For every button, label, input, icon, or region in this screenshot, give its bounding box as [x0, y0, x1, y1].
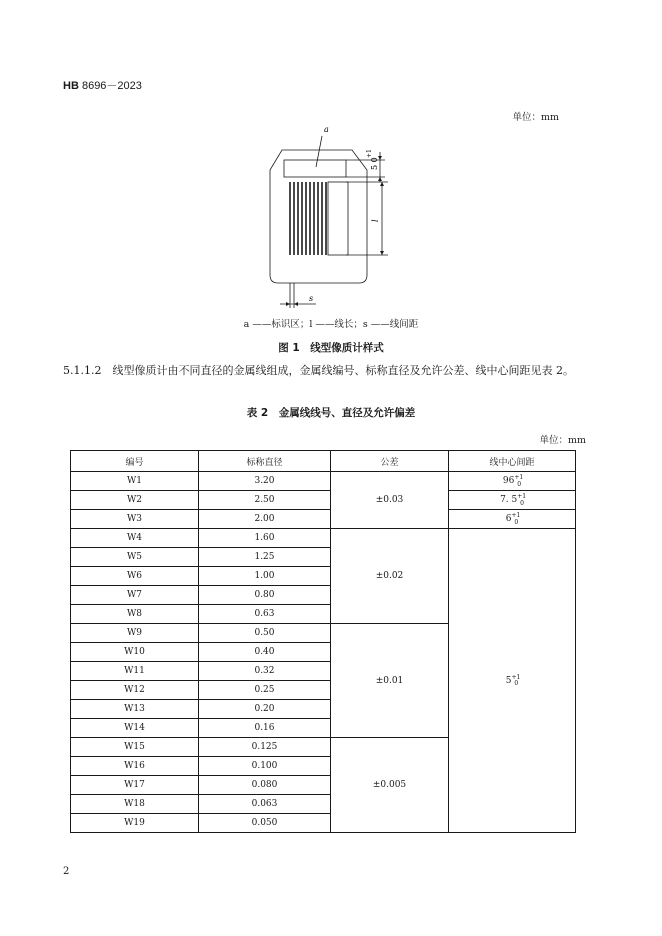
figure-legend: a ——标识区；l ——线长；s ——线间距: [243, 319, 419, 330]
cell-id: W13: [71, 700, 199, 719]
wire-table: [70, 450, 576, 833]
figure-unit: 单位：mm: [512, 112, 559, 123]
header-id: 编号: [71, 451, 199, 472]
cell-id: W10: [71, 643, 199, 662]
spacing-lower: 0: [514, 518, 519, 526]
cell-diameter: 2.50: [199, 491, 331, 510]
spacing-base: 6: [505, 514, 512, 525]
cell-diameter: 0.063: [199, 795, 331, 814]
cell-spacing: [449, 510, 576, 529]
cell-diameter: 0.50: [199, 624, 331, 643]
table-unit: 单位：mm: [539, 435, 586, 446]
spacing-lower: 0: [520, 499, 524, 507]
cell-id: W11: [71, 662, 199, 681]
figure-caption: 图 1 线型像质计样式: [278, 342, 384, 354]
clause-paragraph: 5.1.1.2 线型像质计由不同直径的金属线组成，金属线编号、标称直径及允许公差、线中心间距见表 2。: [63, 364, 574, 377]
cell-diameter: 3.20: [199, 472, 331, 491]
standard-prefix: HB: [63, 80, 79, 92]
dim-s-label: s: [309, 294, 314, 303]
standard-number: 8696－2023: [81, 80, 142, 92]
spacing-upper: +1: [517, 493, 527, 501]
header-spacing: 线中心间距: [449, 451, 576, 472]
dim-top-tolerance: +1: [366, 149, 373, 158]
cell-spacing: [449, 472, 576, 491]
dim-l-label: l: [371, 219, 380, 222]
cell-id: W15: [71, 738, 199, 757]
cell-tolerance: ±0.005: [331, 738, 449, 833]
cell-id: W8: [71, 605, 199, 624]
cell-spacing: [449, 491, 576, 510]
cell-diameter: 0.16: [199, 719, 331, 738]
spacing-base: 5: [505, 675, 512, 686]
cell-diameter: 0.125: [199, 738, 331, 757]
spacing-upper: +1: [511, 673, 521, 681]
cell-id: W7: [71, 586, 199, 605]
page-number: 2: [63, 866, 70, 877]
spacing-lower: 0: [517, 480, 522, 488]
cell-diameter: 1.25: [199, 548, 331, 567]
cell-diameter: 0.40: [199, 643, 331, 662]
spacing-upper: +1: [514, 474, 524, 482]
table-header-row: [71, 451, 576, 472]
cell-diameter: 0.20: [199, 700, 331, 719]
cell-id: W1: [71, 472, 199, 491]
wires: [290, 182, 326, 255]
table-caption: 表 2 金属线线号、直径及允许偏差: [246, 407, 416, 419]
cell-id: W2: [71, 491, 199, 510]
table-row: [71, 491, 576, 510]
figure-drawing: [230, 120, 430, 320]
cell-tolerance: ±0.03: [331, 472, 449, 529]
cell-diameter: 0.80: [199, 586, 331, 605]
cell-spacing: [449, 529, 576, 833]
table-row: [71, 510, 576, 529]
header-tolerance: 公差: [331, 451, 449, 472]
cell-id: W6: [71, 567, 199, 586]
cell-id: W17: [71, 776, 199, 795]
cell-id: W12: [71, 681, 199, 700]
cell-id: W5: [71, 548, 199, 567]
cell-diameter: 2.00: [199, 510, 331, 529]
table-row: [71, 529, 576, 548]
dim-top-value: 5 0: [370, 157, 379, 170]
cell-diameter: 0.050: [199, 814, 331, 833]
cell-id: W19: [71, 814, 199, 833]
cell-diameter: 1.00: [199, 567, 331, 586]
spacing-base: 96: [502, 476, 515, 487]
cell-id: W4: [71, 529, 199, 548]
cell-tolerance: ±0.01: [331, 624, 449, 738]
cell-id: W16: [71, 757, 199, 776]
spacing-lower: 0: [514, 680, 519, 688]
cell-id: W14: [71, 719, 199, 738]
spacing-upper: +1: [511, 512, 521, 520]
iqi-diagram: [230, 120, 430, 320]
cell-diameter: 0.25: [199, 681, 331, 700]
cell-tolerance: ±0.02: [331, 529, 449, 624]
spacing-base: 7. 5: [500, 495, 518, 506]
cell-diameter: 0.100: [199, 757, 331, 776]
cell-diameter: 0.080: [199, 776, 331, 795]
cell-id: W18: [71, 795, 199, 814]
cell-id: W9: [71, 624, 199, 643]
label-a: a: [324, 125, 329, 134]
table-row: [71, 472, 576, 491]
cell-diameter: 0.32: [199, 662, 331, 681]
cell-diameter: 1.60: [199, 529, 331, 548]
identification-area: [284, 160, 346, 177]
document-header: [63, 77, 142, 93]
cell-diameter: 0.63: [199, 605, 331, 624]
cell-id: W3: [71, 510, 199, 529]
header-diameter: 标称直径: [199, 451, 331, 472]
